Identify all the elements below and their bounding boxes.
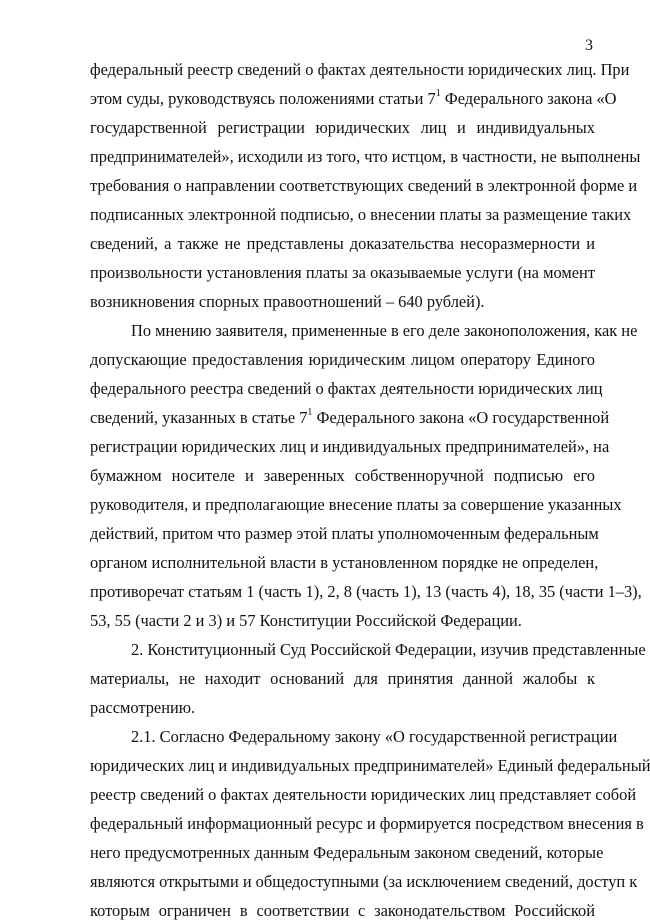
text-fragment: Федерального закона «О государственной	[312, 408, 610, 427]
text-line: действий, притом что размер этой платы уполномоченным федеральным	[90, 524, 599, 543]
text-line: которым ограничен в соответствии с законодательством Российской	[90, 901, 595, 920]
text-line: допускающие предоставления юридическим лицом оператору Единого	[90, 350, 595, 369]
text-line: требования о направлении соответствующих сведений в электронной форме и	[90, 176, 638, 195]
text-line: предпринимателей», исходили из того, что истцом, в частности, не выполнены	[90, 147, 641, 166]
text-fragment: Федерального закона «О	[440, 89, 617, 108]
text-line: бумажном носителе и заверенных собственноручной подписью его	[90, 466, 595, 485]
text-line: рассмотрению.	[90, 698, 196, 717]
text-fragment: этом суды, руководствуясь положениями статьи 7	[90, 89, 436, 108]
text-line: являются открытыми и общедоступными (за исключением сведений, доступ к	[90, 872, 638, 891]
text-line	[90, 406, 610, 430]
text-line: возникновения спорных правоотношений – 640 рублей).	[90, 292, 485, 311]
text-fragment: сведений, указанных в статье 7	[90, 408, 308, 427]
text-line: федеральный информационный ресурс и формируется посредством внесения в	[90, 814, 644, 833]
text-line: противоречат статьям 1 (часть 1), 2, 8 (часть 1), 13 (часть 4), 18, 35 (части 1–3),	[90, 582, 642, 601]
page-number: 3	[585, 37, 593, 54]
text-line: произвольности установления платы за оказываемые услуги (на момент	[90, 263, 595, 282]
text-line	[90, 87, 617, 111]
text-line: федеральный реестр сведений о фактах деятельности юридических лиц. При	[90, 60, 630, 79]
text-line: реестр сведений о фактах деятельности юридических лиц представляет собой	[90, 785, 637, 804]
superscript: 1	[307, 406, 313, 418]
text-line: юридических лиц и индивидуальных предпринимателей» Единый федеральный	[90, 756, 650, 775]
text-line: сведений, а также не представлены доказательства несоразмерности и	[90, 234, 595, 253]
text-line: 53, 55 (части 2 и 3) и 57 Конституции Российской Федерации.	[90, 611, 522, 630]
text-line: материалы, не находит оснований для принятия данной жалобы к	[90, 669, 595, 688]
text-line: руководителя, и предполагающие внесение платы за совершение указанных	[90, 495, 622, 514]
text-line: государственной регистрации юридических лиц и индивидуальных	[90, 118, 595, 137]
superscript: 1	[435, 87, 441, 99]
text-line: 2. Конституционный Суд Российской Федерации, изучив представленные	[131, 640, 646, 659]
text-line: подписанных электронной подписью, о внесении платы за размещение таких	[90, 205, 632, 224]
text-line: регистрации юридических лиц и индивидуальных предпринимателей», на	[90, 437, 610, 456]
text-line: него предусмотренных данным Федеральным законом сведений, которые	[90, 843, 604, 862]
text-line: федерального реестра сведений о фактах деятельности юридических лиц	[90, 379, 603, 398]
text-line: По мнению заявителя, примененные в его деле законоположения, как не	[131, 321, 638, 340]
text-line: органом исполнительной власти в установленном порядке не определен,	[90, 553, 599, 572]
text-line: 2.1. Согласно Федеральному закону «О государственной регистрации	[131, 727, 618, 746]
